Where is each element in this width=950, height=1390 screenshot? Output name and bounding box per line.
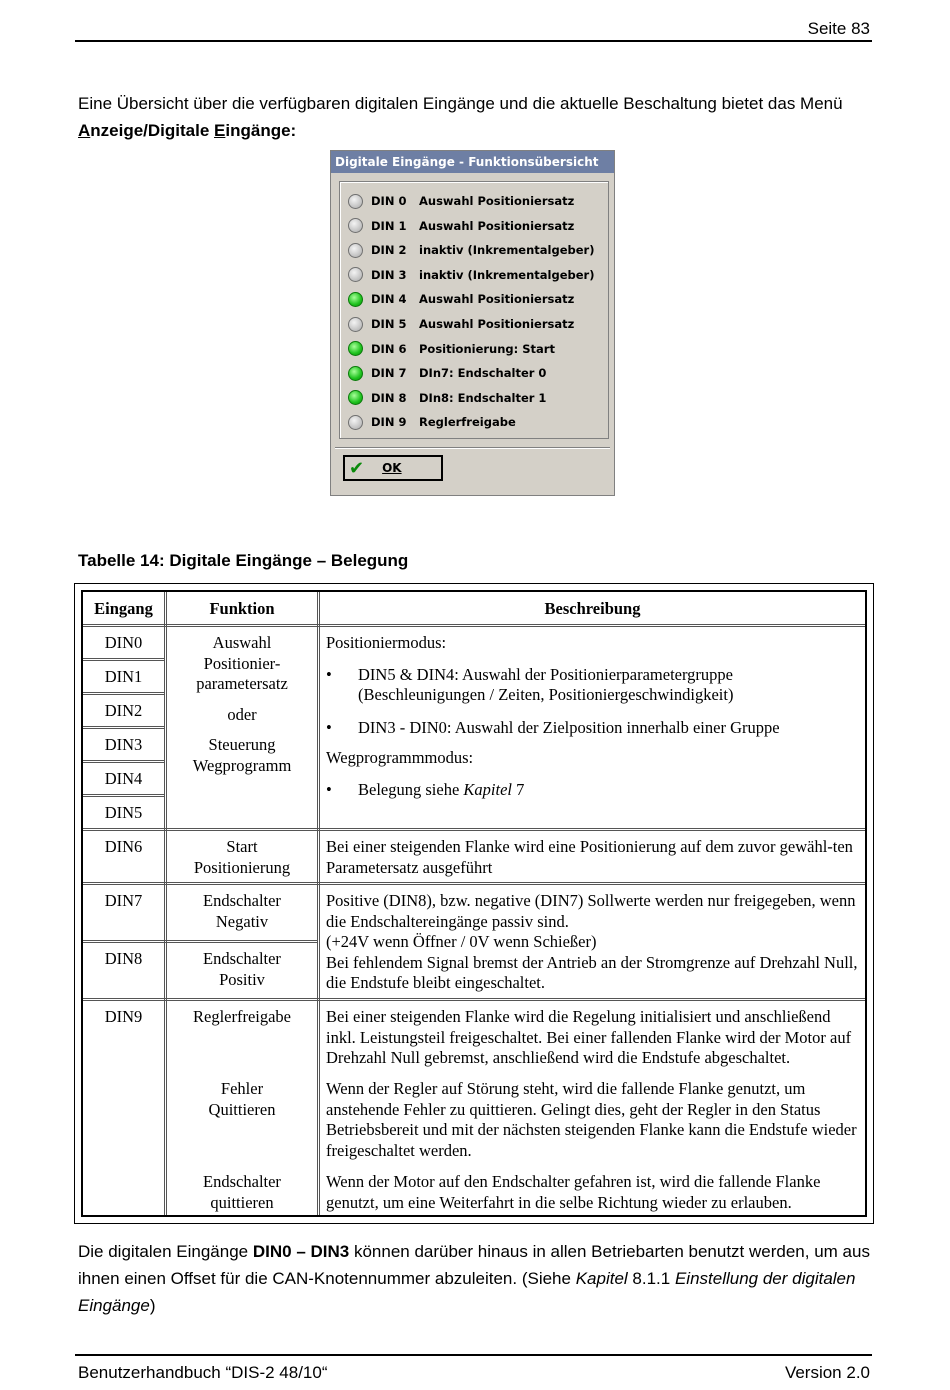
row-divider <box>83 692 164 695</box>
led-off-icon <box>348 267 363 282</box>
menu-mnemonic-e: E <box>214 121 226 140</box>
led-off-icon <box>348 243 363 258</box>
function-line: Wegprogramm <box>192 755 292 775</box>
dialog-title: Digitale Eingänge - Funktionsübersicht <box>331 151 614 173</box>
led-on-icon <box>348 292 363 307</box>
din-function: Reglerfreigabe <box>419 415 516 430</box>
din-label: DIN 1 <box>371 218 407 233</box>
table-cell-din5: DIN5 <box>104 803 143 822</box>
din-label: DIN 5 <box>371 317 407 331</box>
header-beschreibung: Beschreibung <box>544 599 641 618</box>
din-function: inaktiv (Inkrementalgeber) <box>419 243 595 258</box>
dialog-separator <box>335 447 610 449</box>
footer-version: Version 2.0 <box>784 1363 870 1382</box>
ok-button[interactable] <box>343 455 443 481</box>
description-din7-8 <box>326 891 862 994</box>
table-cell-din0: DIN0 <box>104 633 143 652</box>
function-line: Positiv <box>219 969 265 989</box>
intro-paragraph <box>78 90 878 144</box>
row-divider <box>83 940 317 943</box>
menu-text-e: ingänge: <box>225 121 297 140</box>
din-status-row <box>348 388 546 408</box>
function-line: Positionier- <box>203 653 281 673</box>
function-din0-5 <box>167 633 317 776</box>
chapter-title-ref: Einstellung der digitalen Eingänge <box>78 1269 856 1315</box>
chapter-ref: Kapitel <box>463 779 512 799</box>
page-number: Seite 83 <box>807 19 870 38</box>
menu-text-a: nzeige/Digitale <box>90 121 215 140</box>
description-din0-5 <box>326 633 862 800</box>
menu-path <box>78 121 296 140</box>
din-status-row <box>348 363 546 383</box>
row-divider <box>83 794 164 797</box>
function-din7 <box>167 891 317 932</box>
table-cell-din9: DIN9 <box>104 1007 143 1026</box>
checkmark-icon: ✔ <box>349 457 365 479</box>
table-cell-din8: DIN8 <box>104 949 143 968</box>
function-line: Negativ <box>215 911 269 931</box>
bullet-text-prefix: Belegung siehe <box>358 779 464 799</box>
closing-paragraph <box>78 1238 878 1319</box>
function-line: Auswahl <box>212 633 272 652</box>
digital-inputs-dialog <box>330 150 615 496</box>
function-line: parametersatz <box>196 674 288 693</box>
intro-text: Eine Übersicht über die verfügbaren digitalen Eingänge und die aktuelle Beschaltung bietet das Menü <box>78 94 843 113</box>
page-header <box>75 16 872 42</box>
function-line: Steuerung <box>208 735 276 754</box>
function-line: Quittieren <box>208 1099 276 1119</box>
din-function: DIn8: Endschalter 1 <box>419 390 547 405</box>
table-cell-din7: DIN7 <box>104 891 143 910</box>
led-off-icon <box>348 218 363 233</box>
bullet-text: DIN5 & DIN4: Auswahl der Positionierparametergruppe (Beschleunigungen / Zeiten, Positioniergeschwindigkeit) <box>358 664 734 704</box>
din-label: DIN 2 <box>371 243 407 258</box>
led-on-icon <box>348 390 363 405</box>
text-run: 8.1.1 <box>627 1269 675 1288</box>
desc-paragraph: (+24V wenn Öffner / 0V wenn Schießer) <box>326 932 597 951</box>
page-footer <box>75 1354 872 1382</box>
desc-bullet <box>326 780 862 801</box>
din-assignment-table <box>81 590 867 1217</box>
din-function: Auswahl Positioniersatz <box>419 317 575 331</box>
led-off-icon <box>348 317 363 332</box>
din-status-row <box>348 289 574 309</box>
row-divider <box>83 624 865 627</box>
text-run: ) <box>149 1296 156 1315</box>
function-din9-fehler <box>167 1079 317 1120</box>
din-label: DIN 4 <box>371 292 407 307</box>
din-label: DIN 9 <box>371 415 407 430</box>
bullet-text <box>358 780 524 801</box>
din-status-row <box>348 240 594 260</box>
table-frame <box>74 583 874 1224</box>
desc-bullet <box>326 718 862 739</box>
din-status-row <box>348 412 516 432</box>
din-function: Auswahl Positioniersatz <box>419 292 575 307</box>
bullet-icon: • <box>326 779 332 799</box>
led-off-icon <box>348 194 363 209</box>
bullet-icon: • <box>326 717 332 737</box>
function-line: Positionierung <box>193 857 291 877</box>
text-run-bold: DIN0 – DIN3 <box>252 1242 350 1261</box>
description-din9-endschalter: Wenn der Motor auf den Endschalter gefahren ist, wird die fallende Flanke genutzt, um eine Weiterfahrt in die selbe Richtung wieder zu erlauben. <box>326 1172 821 1212</box>
function-din9-endschalter <box>167 1172 317 1213</box>
description-din9-fehler: Wenn der Regler auf Störung steht, wird die fallende Flanke genutzt, um anstehende Fehler zu quittieren. Gelingt dies, geht der Regler in den Status Betriebsbereit und mit der nächsten steigenden Flanke kann die Endstufe wieder freigeschaltet werden. <box>326 1079 857 1160</box>
din-function: DIn7: Endschalter 0 <box>419 366 547 381</box>
function-din9-reglerfreigabe: Reglerfreigabe <box>192 1007 292 1026</box>
function-line: Endschalter <box>203 891 281 910</box>
text-run: Die digitalen Eingänge <box>78 1242 253 1261</box>
din-label: DIN 8 <box>371 390 407 405</box>
table-caption: Tabelle 14: Digitale Eingänge – Belegung <box>78 551 409 570</box>
desc-paragraph: Bei fehlendem Signal bremst der Antrieb an der Stromgrenze auf Drehzahl Null, die Endstufe bleibt eingeschaltet. <box>326 952 858 992</box>
din-status-row <box>348 265 594 285</box>
din-status-group <box>339 181 609 439</box>
function-line: Endschalter <box>203 949 281 968</box>
din-label: DIN 3 <box>371 267 407 282</box>
desc-mode: Wegprogrammmodus: <box>326 748 474 767</box>
din-function: Auswahl Positioniersatz <box>419 194 575 208</box>
text-run: können darüber hinaus in allen Betriebarten benutzt werden, um aus ihnen einen Offset für die CAN-Knotennummer abzuleiten. (Siehe <box>78 1242 870 1288</box>
header-eingang: Eingang <box>94 599 153 618</box>
din-status-row <box>348 216 574 236</box>
table-cell-din1: DIN1 <box>104 667 143 686</box>
footer-manual-title: Benutzerhandbuch “DIS-2 48/10“ <box>78 1363 328 1382</box>
din-status-row <box>348 191 574 211</box>
row-divider <box>83 998 865 1001</box>
desc-paragraph: Positive (DIN8), bzw. negative (DIN7) Sollwerte werden nur freigegeben, wenn die Endschaltereingänge passiv sind. <box>326 891 856 931</box>
table-cell-din6: DIN6 <box>104 837 143 856</box>
function-din8 <box>167 949 317 990</box>
row-divider <box>83 760 164 763</box>
led-on-icon <box>348 341 363 356</box>
row-divider <box>83 726 164 729</box>
row-divider <box>83 882 865 885</box>
description-din6: Bei einer steigenden Flanke wird eine Positionierung auf dem zuvor gewähl-ten Parametersatz ausgeführt <box>326 837 853 877</box>
ok-button-label: OK <box>382 461 402 475</box>
din-status-row <box>348 314 574 334</box>
chapter-ref: Kapitel <box>575 1269 628 1288</box>
function-line: Start <box>226 837 258 856</box>
din-function: inaktiv (Inkrementalgeber) <box>419 267 595 282</box>
table-cell-din2: DIN2 <box>104 701 143 720</box>
col-divider <box>317 592 320 1215</box>
row-divider <box>83 658 164 661</box>
header-funktion: Funktion <box>209 599 275 618</box>
bullet-text-suffix: 7 <box>511 779 525 799</box>
table-cell-din4: DIN4 <box>104 769 143 788</box>
din-label: DIN 7 <box>371 366 407 381</box>
led-on-icon <box>348 366 363 381</box>
function-line: Fehler <box>220 1079 264 1098</box>
menu-mnemonic-a: A <box>78 121 91 140</box>
table-cell-din3: DIN3 <box>104 735 143 754</box>
function-line: Endschalter <box>203 1172 281 1191</box>
din-function: Auswahl Positioniersatz <box>419 218 575 233</box>
function-line: quittieren <box>210 1192 274 1212</box>
din-label: DIN 6 <box>371 341 407 356</box>
desc-bullet <box>326 665 862 706</box>
din-status-row <box>348 339 555 359</box>
din-label: DIN 0 <box>371 194 407 208</box>
row-divider <box>83 828 865 831</box>
function-din6 <box>167 837 317 878</box>
bullet-text: DIN3 - DIN0: Auswahl der Zielposition innerhalb einer Gruppe <box>358 717 780 737</box>
bullet-icon: • <box>326 664 332 684</box>
led-off-icon <box>348 415 363 430</box>
desc-intro: Positioniermodus: <box>326 633 447 652</box>
function-line: oder <box>227 704 257 724</box>
description-din9-reglerfreigabe: Bei einer steigenden Flanke wird die Regelung initialisiert und anschließend inkl. Leistungsteil freigeschaltet. Bei einer fallenden Flanke wird der Motor auf Drehzahl Null gebremst, anschließend wird die Endstufe abgeschaltet. <box>326 1007 852 1067</box>
din-function: Positionierung: Start <box>419 341 555 356</box>
